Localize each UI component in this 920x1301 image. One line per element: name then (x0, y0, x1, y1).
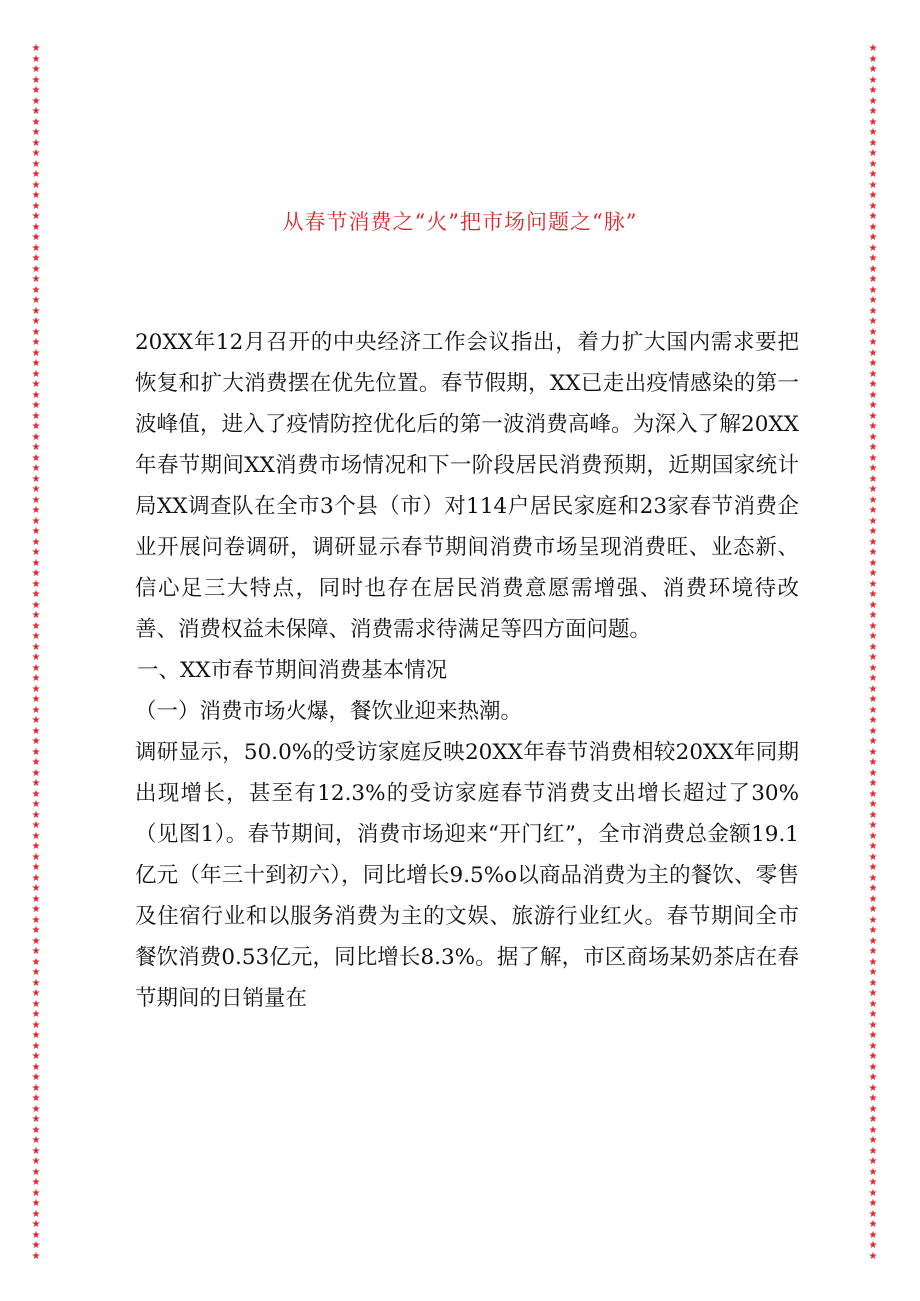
intro-paragraph: 20XX年12月召开的中央经济工作会议指出，着力扩大国内需求要把恢复和扩大消费摆在优先位置。春节假期，XX已走出疫情感染的第一波峰值，进入了疫情防控优化后的第一波消费高峰。为深入了解20XX年春节期间XX消费市场情况和下一阶段居民消费预期，近期国家统计局XX调查队在全市3个县（市）对114户居民家庭和23家春节消费企业开展问卷调研，调研显示春节期间消费市场呈现消费旺、业态新、信心足三大特点，同时也存在居民消费意愿需增强、消费环境待改善、消费权益未保障、消费需求待满足等四方面问题。 (135, 330, 799, 642)
document-title: 从春节消费之“火”把市场问题之“脉” (282, 210, 638, 234)
survey-paragraph: 调研显示，50.0%的受访家庭反映20XX年春节消费相较20XX年同期出现增长，甚至有12.3%的受访家庭春节消费支出增长超过了30%（见图1）。春节期间，消费市场迎来“开门红”，全市消费总金额19.1亿元（年三十到初六），同比增长9.5%o以商品消费为主的餐饮、零售及住宿行业和以服务消费为主的文娱、旅游行业红火。春节期间全市餐饮消费0.53亿元，同比增长8.3%。据了解，市区商场某奶茶店在春节期间的日销量在 (135, 740, 799, 1011)
document-body (135, 322, 799, 1019)
right-star-border: ★★★★★★★★★★★★★★★★★★★★★★★★★★★★★★★★★★★★★★★★★★★★★★★★★★★★★★★★★★★★★★★★★★★★★★★★★★★★★★★★★★★★★★★★★★★★★★★★★★★★★★★★★★★★★★★★★★★★ (868, 43, 878, 1262)
section-heading: 一、XX市春节期间消费基本情况 (137, 658, 448, 683)
left-star-border: ★★★★★★★★★★★★★★★★★★★★★★★★★★★★★★★★★★★★★★★★★★★★★★★★★★★★★★★★★★★★★★★★★★★★★★★★★★★★★★★★★★★★★★★★★★★★★★★★★★★★★★★★★★★★★★★★★★★★ (31, 43, 41, 1262)
subsection-heading: （一）消费市场火爆，餐饮业迎来热潮。 (135, 699, 523, 724)
